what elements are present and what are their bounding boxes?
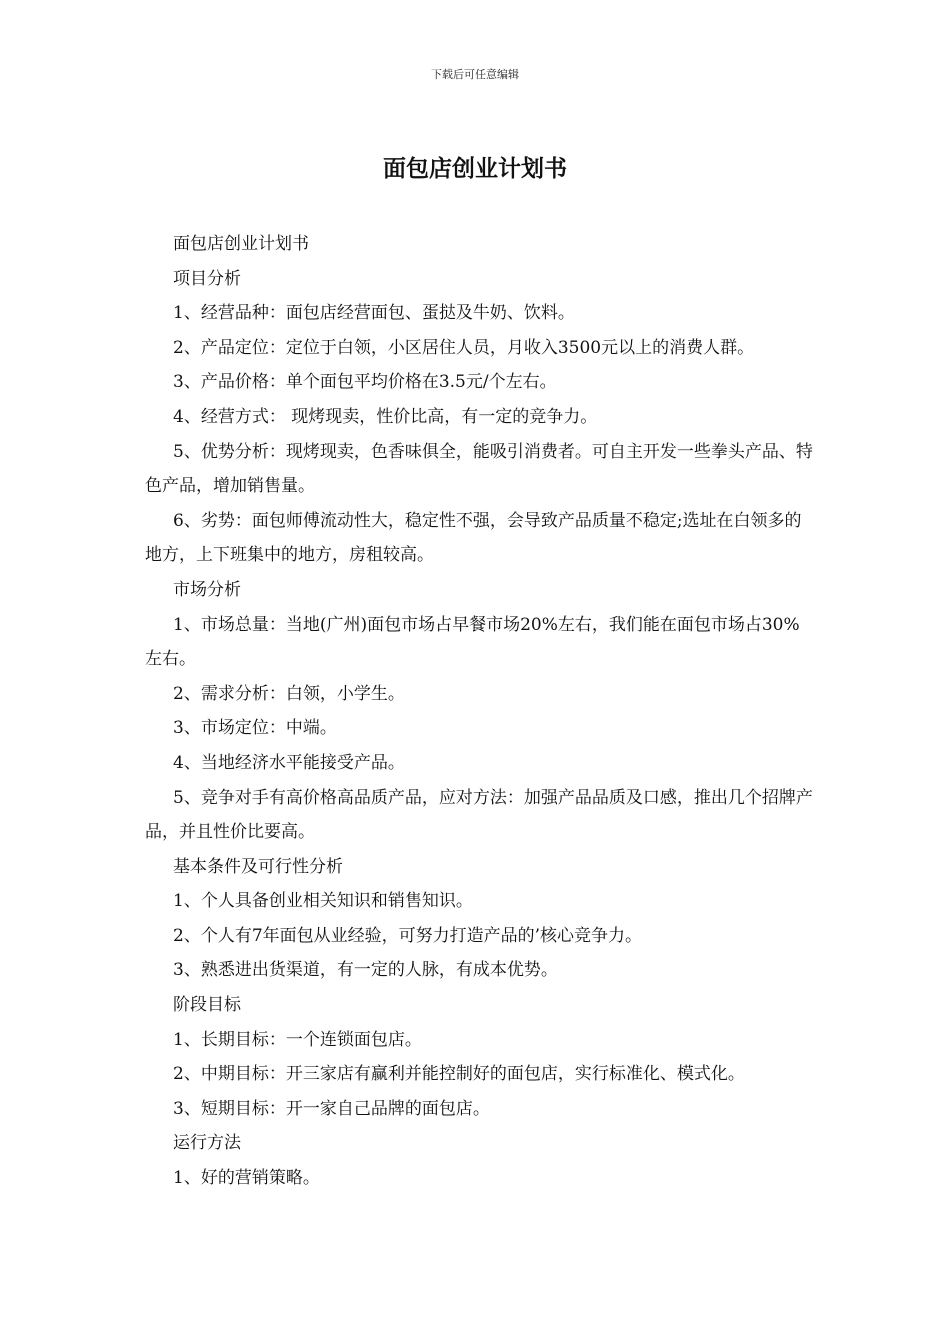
paragraph-10: 1、市场总量：当地(广州)面包市场占早餐市场20%左右，我们能在面包市场占30%左右。	[145, 614, 800, 670]
paragraph-17: 2、个人有7年面包从业经验，可努力打造产品的’核心竞争力。	[173, 925, 643, 946]
paragraph-14: 5、竞争对手有高价格高品质产品，应对方法：加强产品品质及口感，推出几个招牌产品，并且性价比要高。	[145, 787, 813, 843]
paragraph-6: 4、经营方式： 现烤现卖，性价比高，有一定的竞争力。	[173, 406, 598, 427]
section-heading: 阶段目标	[173, 995, 241, 1016]
paragraph-7: 5、优势分析：现烤现卖，色香味俱全，能吸引消费者。可自主开发一些拳头产品、特色产品，增加销售量。	[145, 441, 813, 497]
section-heading: 基本条件及可行性分析	[173, 856, 343, 877]
section-heading: 运行方法	[173, 1133, 241, 1154]
section-heading: 项目分析	[173, 268, 241, 289]
paragraph-12: 3、市场定位：中端。	[173, 718, 337, 739]
document-title: 面包店创业计划书	[383, 156, 567, 182]
paragraph-13: 4、当地经济水平能接受产品。	[173, 752, 405, 773]
paragraph-4: 2、产品定位：定位于白领，小区居住人员，月收入3500元以上的消费人群。	[173, 337, 755, 358]
section-heading: 市场分析	[173, 579, 241, 600]
paragraph-11: 2、需求分析：白领，小学生。	[173, 683, 405, 704]
header-note: 下载后可任意编辑	[431, 68, 519, 81]
paragraph-5: 3、产品价格：单个面包平均价格在3.5元/个左右。	[173, 372, 557, 393]
paragraph-18: 3、熟悉进出货渠道，有一定的人脉，有成本优势。	[173, 960, 558, 981]
paragraph-22: 3、短期目标：开一家自己品牌的面包店。	[173, 1098, 490, 1119]
paragraph-21: 2、中期目标：开三家店有赢利并能控制好的面包店，实行标准化、模式化。	[173, 1064, 745, 1085]
paragraph-24: 1、好的营销策略。	[173, 1168, 320, 1189]
paragraph-8: 6、劣势：面包师傅流动性大，稳定性不强，会导致产品质量不稳定;选址在白领多的地方，上下班集中的地方，房租较高。	[145, 510, 802, 566]
paragraph-3: 1、经营品种：面包店经营面包、蛋挞及牛奶、饮料。	[173, 303, 575, 324]
paragraph-20: 1、长期目标：一个连锁面包店。	[173, 1029, 422, 1050]
document-body	[145, 227, 813, 1196]
paragraph-16: 1、个人具备创业相关知识和销售知识。	[173, 891, 473, 912]
paragraph-1: 面包店创业计划书	[173, 234, 309, 254]
